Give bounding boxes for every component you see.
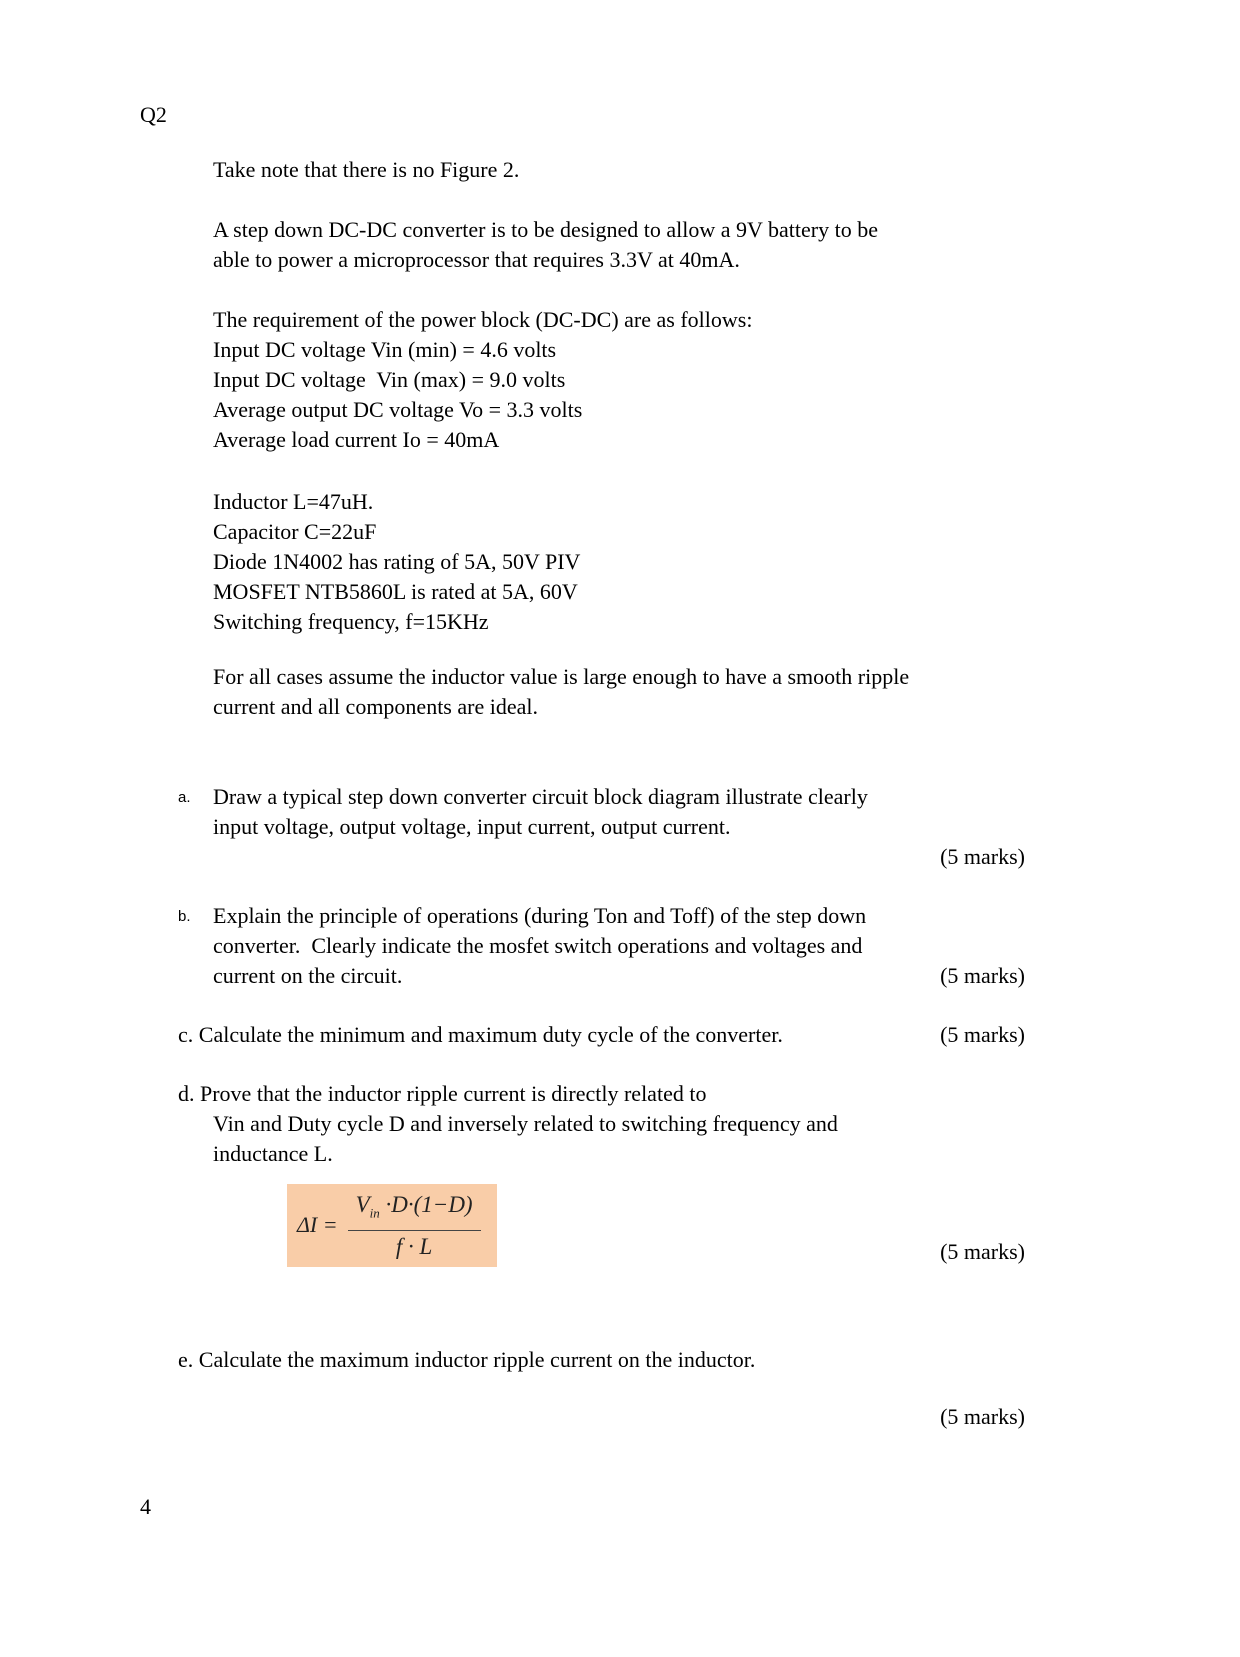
- requirement-line: Input DC voltage Vin (max) = 9.0 volts: [213, 367, 566, 392]
- ripple-current-formula: [287, 1184, 497, 1267]
- formula-numerator: [348, 1191, 481, 1231]
- question-c-marks: (5 marks): [940, 1022, 1025, 1047]
- component-line: Capacitor C=22uF: [213, 519, 377, 544]
- formula-row: [287, 1184, 1025, 1267]
- formula-fraction: [348, 1191, 481, 1260]
- question-e-marks: (5 marks): [940, 1403, 1025, 1429]
- question-b-text: current on the circuit.: [213, 963, 403, 988]
- formula-numerator-sub: in: [369, 1205, 380, 1221]
- question-a-text: Draw a typical step down converter circuit block diagram illustrate clearly: [213, 784, 868, 809]
- question-a: [178, 782, 1025, 872]
- text-line: For all cases assume the inductor value is large enough to have a smooth ripple: [213, 664, 910, 689]
- requirements-heading: The requirement of the power block (DC-DC) are as follows:: [213, 307, 753, 332]
- question-d-text: inductance L.: [213, 1141, 333, 1166]
- formula-denominator: f · L: [395, 1233, 433, 1259]
- question-b-marker: b.: [178, 908, 191, 925]
- question-c: [178, 1020, 1025, 1050]
- assumption-paragraph: [213, 662, 1025, 722]
- question-b-text: Explain the principle of operations (during Ton and Toff) of the step down: [213, 903, 867, 928]
- question-d-text: Vin and Duty cycle D and inversely related to switching frequency and: [213, 1111, 838, 1136]
- question-b-lastline: [213, 961, 1025, 991]
- requirement-line: Average load current Io = 40mA: [213, 427, 500, 452]
- component-line: Switching frequency, f=15KHz: [213, 609, 489, 634]
- question-a-marker: a.: [178, 789, 191, 806]
- text-line: current and all components are ideal.: [213, 694, 538, 719]
- formula-numerator-var: V: [355, 1192, 370, 1217]
- requirement-line: Input DC voltage Vin (min) = 4.6 volts: [213, 337, 557, 362]
- requirements-block: [213, 305, 1025, 455]
- question-d-marks: (5 marks): [940, 1238, 1025, 1264]
- question-label: Q2: [140, 102, 167, 127]
- question-d: [178, 1079, 1025, 1267]
- question-b-marks: (5 marks): [940, 963, 1025, 988]
- formula-lhs: ΔI =: [297, 1212, 338, 1238]
- question-a-text: input voltage, output voltage, input current, output current.: [213, 814, 731, 839]
- question-e: [178, 1345, 1025, 1432]
- note-paragraph: Take note that there is no Figure 2.: [213, 157, 520, 182]
- overview-paragraph: [213, 215, 1025, 275]
- requirement-line: Average output DC voltage Vo = 3.3 volts: [213, 397, 583, 422]
- question-b-text: converter. Clearly indicate the mosfet switch operations and voltages and: [213, 933, 863, 958]
- component-line: MOSFET NTB5860L is rated at 5A, 60V: [213, 579, 578, 604]
- component-line: Inductor L=47uH.: [213, 489, 374, 514]
- question-content: [178, 155, 1025, 1432]
- question-a-marks: (5 marks): [940, 844, 1025, 869]
- question-e-text: e. Calculate the maximum inductor ripple current on the inductor.: [178, 1346, 756, 1372]
- text-line: A step down DC-DC converter is to be designed to allow a 9V battery to be: [213, 217, 878, 242]
- components-block: [213, 487, 1025, 637]
- page-number: 4: [140, 1494, 151, 1519]
- question-b: [178, 901, 1025, 991]
- question-d-text: d. Prove that the inductor ripple current is directly related to: [178, 1081, 707, 1106]
- question-c-text: c. Calculate the minimum and maximum duty cycle of the converter.: [178, 1022, 783, 1047]
- text-line: able to power a microprocessor that requires 3.3V at 40mA.: [213, 247, 740, 272]
- formula-numerator-rest: ·D·(1−D): [379, 1192, 473, 1217]
- component-line: Diode 1N4002 has rating of 5A, 50V PIV: [213, 549, 581, 574]
